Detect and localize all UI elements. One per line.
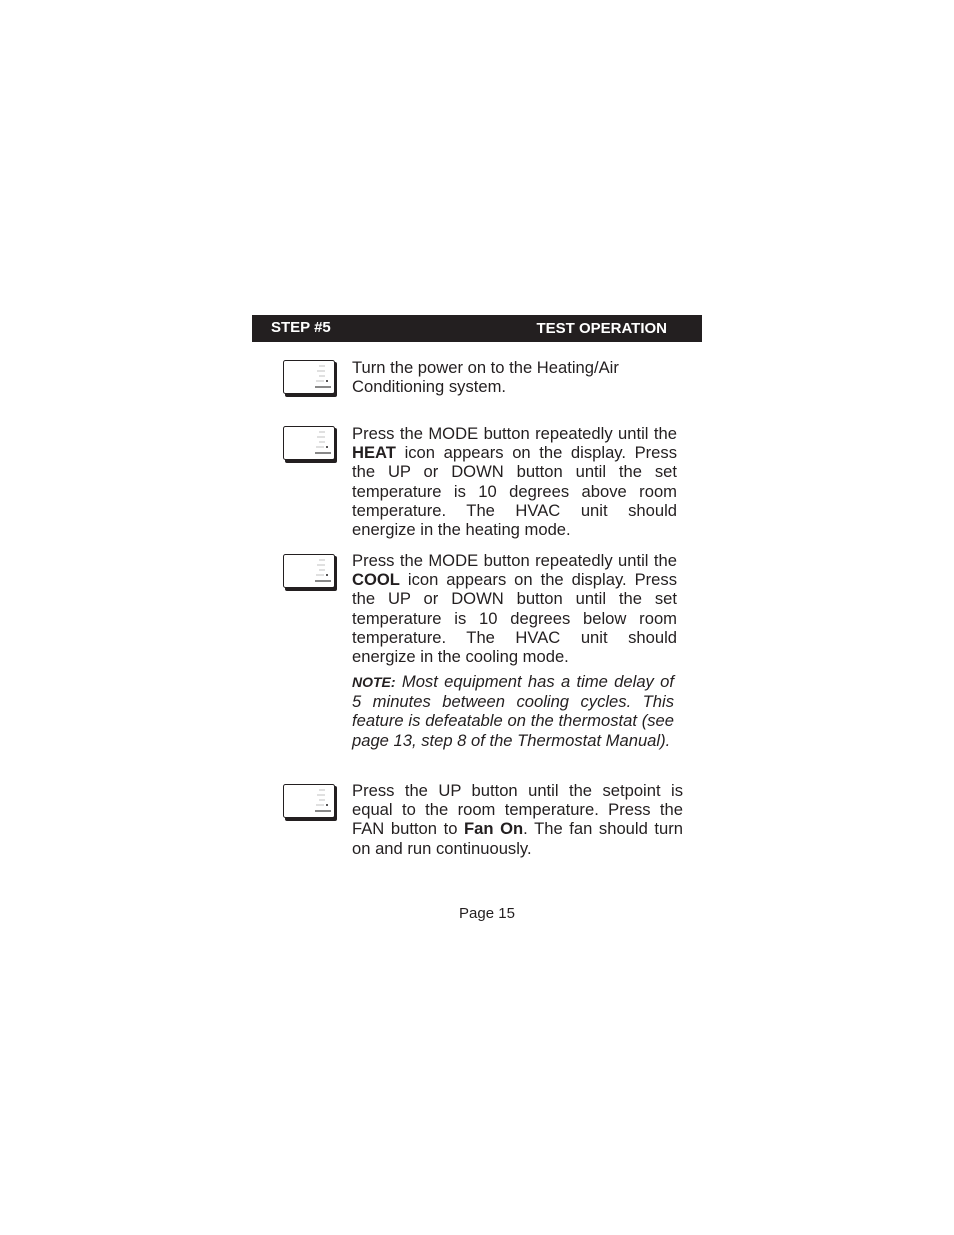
page-number: Page 15 [459,905,515,922]
thermostat-icon [283,784,337,821]
section-title: TEST OPERATION [536,320,667,337]
section-header [252,315,702,342]
heat-keyword: HEAT [352,443,396,463]
step-2-text: Press the MODE button repeatedly until the HEAT icon appears on the display. Press the UP or DOWN button until the set temperature is 10 degrees above room temperature. The HVAC unit should energize in the heating mode. [352,424,677,540]
note-label: NOTE: [352,674,396,690]
fan-on-keyword: Fan On [464,819,524,839]
cool-keyword: COOL [352,570,400,590]
step-4-text: Press the UP button until the setpoint is equal to the room temperature. Press the FAN button to Fan On. The fan should turn on and run continuously. [352,781,684,858]
thermostat-icon [283,554,337,591]
thermostat-icon [283,360,337,397]
note-paragraph: NOTE: Most equipment has a time delay of 5 minutes between cooling cycles. This feature is defeatable on the thermostat (see page 13, step 8 of the Thermostat Manual). [352,672,674,750]
thermostat-icon [283,426,337,463]
step-number: STEP #5 [271,319,331,336]
step-1-text: Turn the power on to the Heating/Air Conditioning system. [352,358,619,397]
step-3-text: Press the MODE button repeatedly until the COOL icon appears on the display. Press the UP or DOWN button until the set temperature is 10 degrees below room temperature. The HVAC unit should energize in the cooling mode. [352,551,677,667]
